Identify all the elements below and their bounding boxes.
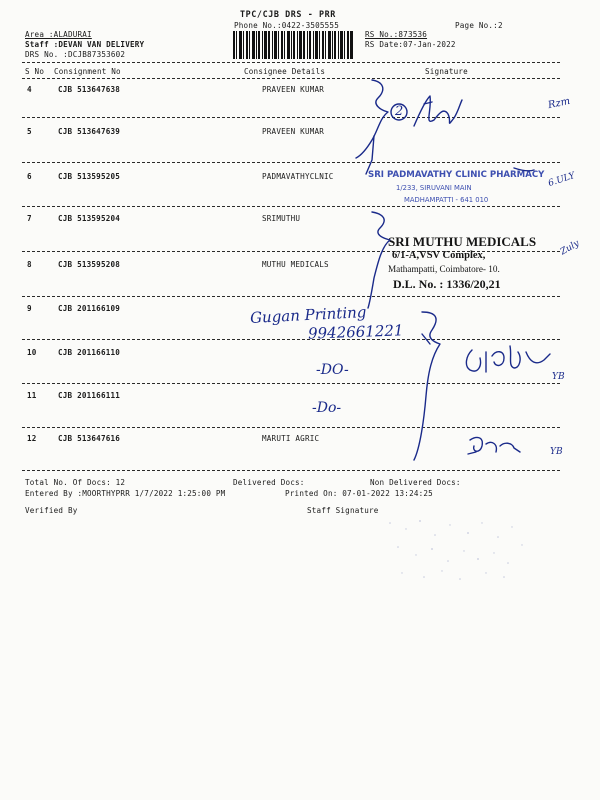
phone-number: Phone No.:0422-3505555 <box>234 21 339 30</box>
handwritten-note-row12: YB <box>550 447 563 457</box>
handwritten-ditto-row10: -DO- <box>316 362 349 378</box>
row-consignment: CJB 513595204 <box>58 214 121 223</box>
stamp-padmavathy-line1: SRI PADMAVATHY CLINIC PHARMACY <box>368 170 545 180</box>
row-sno: 9 <box>27 304 32 313</box>
handwritten-note-row6: 6.ULY <box>547 170 577 190</box>
row-consignee: PRAVEEN KUMAR <box>262 127 325 136</box>
handwritten-phone: 9942661221 <box>307 321 404 343</box>
staff-label: Staff :DEVAN VAN DELIVERY <box>25 40 145 49</box>
handwritten-gugan-printing: Gugan Printing <box>249 302 367 328</box>
printed-on: Printed On: 07-01-2022 13:24:25 <box>285 489 433 498</box>
handwritten-note-row8: Zuly <box>558 238 582 258</box>
row-consignment: CJB 201166110 <box>58 348 121 357</box>
row-consignment: CJB 513647639 <box>58 127 121 136</box>
handwritten-number-2: 2 <box>395 104 404 119</box>
stamp-srimuthu-line2: 6/1-A,VSV Complex, <box>392 250 486 261</box>
row-consignee: PADMAVATHYCLNIC <box>262 172 334 181</box>
non-delivered-docs: Non Delivered Docs: <box>370 478 461 487</box>
staff-signature: Staff Signature <box>307 506 379 515</box>
row-sno: 11 <box>27 391 37 400</box>
row-sno: 10 <box>27 348 37 357</box>
area-label: Area :ALADURAI <box>25 30 92 39</box>
row-consignee: PRAVEEN KUMAR <box>262 85 325 94</box>
row-consignee: MARUTI AGRIC <box>262 434 320 443</box>
stamp-padmavathy-line2: 1/233, SIRUVANI MAIN <box>396 184 472 192</box>
row-sno: 6 <box>27 172 32 181</box>
row-consignment: CJB 513595208 <box>58 260 121 269</box>
stamp-padmavathy-line3: MADHAMPATTI - 641 010 <box>404 196 489 204</box>
row-consignment: CJB 513595205 <box>58 172 121 181</box>
entered-by: Entered By :MOORTHYPRR 1/7/2022 1:25:00 PM <box>25 489 226 498</box>
row-sno: 5 <box>27 127 32 136</box>
column-header-signature: Signature <box>425 67 468 76</box>
rs-number: RS No.:873536 <box>365 30 428 39</box>
row-consignee: MUTHU MEDICALS <box>262 260 329 269</box>
handwritten-ditto-row11: -Do- <box>312 400 342 416</box>
handwritten-note-row5: Rzm <box>547 95 572 112</box>
column-header-sno: S No <box>25 67 45 76</box>
column-header-consignee: Consignee Details <box>244 67 326 76</box>
stamp-srimuthu-line1: SRI MUTHU MEDICALS <box>388 234 537 249</box>
verified-by: Verified By <box>25 506 78 515</box>
stamp-srimuthu-line4: D.L. No. : 1336/20,21 <box>393 277 501 291</box>
row-sno: 4 <box>27 85 32 94</box>
row-consignment: CJB 513647616 <box>58 434 121 443</box>
rs-date: RS Date:07-Jan-2022 <box>365 40 456 49</box>
stamp-srimuthu-line3: Mathampatti, Coimbatore- 10. <box>388 264 500 274</box>
column-header-consignment: Consignment No <box>54 67 121 76</box>
row-sno: 7 <box>27 214 32 223</box>
row-sno: 8 <box>27 260 32 269</box>
row-consignee: SRIMUTHU <box>262 214 301 223</box>
row-consignment: CJB 513647638 <box>58 85 121 94</box>
document-title: TPC/CJB DRS - PRR <box>240 9 336 19</box>
row-consignment: CJB 201166109 <box>58 304 121 313</box>
drs-number: DRS No. :DCJB87353602 <box>25 50 126 59</box>
row-consignment: CJB 201166111 <box>58 391 121 400</box>
delivered-docs: Delivered Docs: <box>233 478 305 487</box>
page-number: Page No.:2 <box>455 21 503 30</box>
row-sno: 12 <box>27 434 37 443</box>
total-docs: Total No. Of Docs: 12 <box>25 478 126 487</box>
handwritten-note-row10: YB <box>552 372 565 382</box>
